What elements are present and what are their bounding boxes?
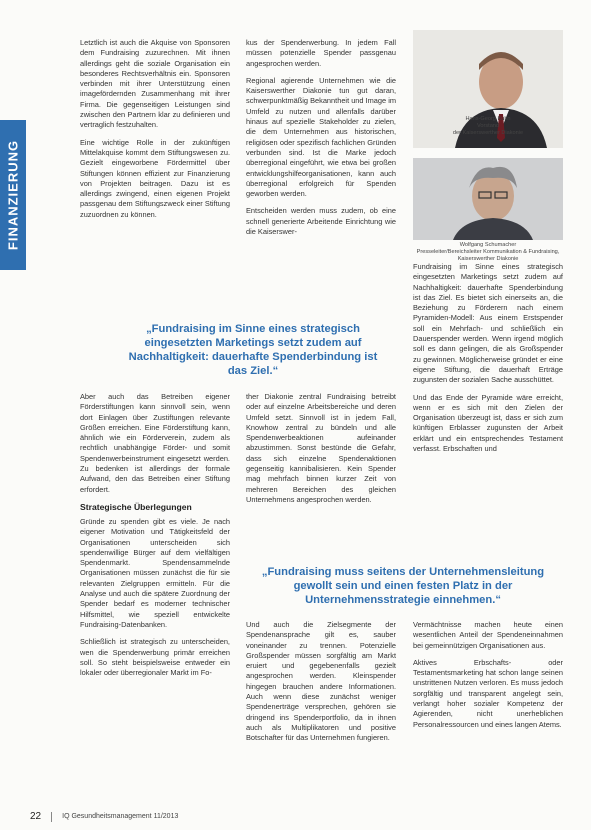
section-label: FINANZIERUNG [5, 139, 21, 251]
portrait-caption-2 [413, 242, 563, 264]
paragraph: Entscheiden werden muss zudem, ob eine schnell generierte Arbeitende Einrichtung wie die Kaiserswer- [246, 206, 396, 237]
paragraph: Fundraising im Sinne eines strategisch eingesetzten Marketings setzt zudem auf Nachhaltigkeit: dauerhafte Spenderbindung ist das Ziel. Es bietet sich einerseits an, die Beziehung zu Förderern nach einem Pyramiden-Modell: Aus einem Erstspender soll ein Mehrfach- und schließlich ein Dauerspender werden. Wenn irgend möglich soll es dann gelingen, die als Großspender zu gewinnen. Möglicherweise gründet er eine eigene Stiftung, die dauerhaft Erträge zugunsten der sozialen Sache ausschüttet. [413, 262, 563, 385]
paragraph: Letztlich ist auch die Akquise von Sponsoren dem Fundraising zuzurechnen. Mit ihnen allerdings geht die soziale Organisation ein besonderes Rechtsverhältnis ein. Sponsoren verbinden mit ihrer Unterstützung einen imagefördernden Zusammenhang mit ihrer Firma. Die gegenseitigen Leistungen sind zwischen den Partnern klar zu definieren und vertraglich festzuhalten. [80, 38, 230, 130]
paragraph: Und auch die Zielsegmente der Spendenansprache gilt es, sauber voneinander zu trennen. Potenzielle Großspender müssen sorgfältig am Markt eruiert und gegebenenfalls gezielt angesprochen werden. Kleinspender hingegen brauchen andere Informationen. Auch wenn diese zunächst weniger Spendenerträge versprechen, gehören sie dringend ins Spenderportfolio, da in ihnen auch als Multiplikatoren und positive Botschafter für das Unternehmen fungieren. [246, 620, 396, 743]
pull-quote-1: „Fundraising im Sinne eines strategisch eingesetzten Marketings setzt zudem auf Nachhaltigkeit: dauerhafte Spenderbindung ist das Ziel.“ [128, 323, 378, 377]
portrait-2-image [413, 158, 563, 240]
paragraph: Vermächtnisse machen heute einen wesentlichen Anteil der Spendeneinnahmen bei gemeinnützigen Organisationen aus. [413, 620, 563, 650]
column-3-bottom [413, 620, 563, 737]
portrait-photo-2 [413, 158, 563, 240]
column-3-top [413, 262, 563, 461]
paragraph: Aber auch das Betreiben eigener Förderstiftungen kann sinnvoll sein, wenn dort Einlagen über Zustiftungen relevante Größen erreichen. Eine Förderstiftung kann, ähnlich wie ein Förderverein, zudem als rechtlich unabhängige Förder- und somit Spendenwerbeinstrument eingesetzt werden. Zu bedenken ist allerdings der formale Aufwand, den das Betreiben einer Stiftung erfordert. [80, 392, 230, 494]
column-1-bottom [80, 392, 230, 685]
column-1-top [80, 38, 230, 227]
paragraph: Und das Ende der Pyramide wäre erreicht, wenn er es sich mit den Zielen der Organisation überzeugt ist, dass er sich zum künftigen Erblasser zugunsten der Arbeit erklärt und ein entsprechendes Testament verfasst. Erbschaften und [413, 392, 563, 454]
caption-org: der Kaiserswerther Diakonie [452, 130, 524, 137]
paragraph: Gründe zu spenden gibt es viele. Je nach eigener Motivation und Tätigkeitsfeld der Organisationen unterscheiden sich spendenwillige Bürger auf dem vielfältigen Spendenmarkt. Spendensammelnde Organisationen müssen zunächst die für sie relevanten Zielgruppen ermitteln. Für die Analyse und auch die spätere Zuordnung der Spender bedarf es moderner technischer Hilfsmittel, wie speziell entwickelte Fundraising-Datenbanken. [80, 516, 230, 629]
portrait-caption-1 [413, 116, 563, 138]
paragraph: ther Diakonie zentral Fundraising betreibt oder auf einzelne Arbeitsbereiche und deren Umfeld setzt. Sinnvoll ist in jedem Fall, Knowhow zentral zu bündeln und alle Spendenwerbeaktionen aufeinander abzustimmen. Sonst bestünde die Gefahr, dass sich einzelne Spendenaktionen gegenseitig kannibalisieren. Kein Spender mag mehrfach binnen kurzer Zeit von mehreren Bereichen des gleichen Unternehmens angesprochen werden. [246, 392, 396, 504]
paragraph: kus der Spenderwerbung. In jedem Fall müssen potenzielle Spender passgenau angesprochen werden. [246, 38, 396, 68]
paragraph: Schließlich ist strategisch zu unterscheiden, wen die Spenderwerbung primär erreichen soll. So steht beispielsweise entweder ein lokaler oder überregionaler Markt im Fo- [80, 637, 230, 678]
paragraph: Eine wichtige Rolle in der zukünftigen Mittelakquise kommt dem Stiftungswesen zu. Gezielt eingeworbene Fördermittel über Stiftungen können effizient zur Finanzierung von Projekten beitragen. Dazu ist es allerdings zwingend, einen eigenen Projekt passgenau dem Stiftungszweck einer Stiftung zuzuordnen zu können. [80, 137, 230, 219]
paragraph: Aktives Erbschafts- oder Testamentsmarketing hat schon lange seinen unstrittenen Nutzen verloren. Es muss jedoch sorgfältig und transparent angelegt sein, verlangt hoher sozialer Kompetenz der Agierenden, nicht unerheblichen Personalressourcen und eines langen Atems. [413, 657, 563, 729]
caption-name: Wolfgang Schumacher [459, 242, 517, 248]
publication-name: IQ Gesundheitsmanagement 11/2013 [62, 813, 179, 820]
page-footer [30, 811, 178, 822]
caption-role: Vorstand [476, 123, 500, 130]
caption-role: Presseleiter/Bereichsleiter Kommunikation & Fundraising, Kaiserswerther Diakonie [416, 249, 560, 263]
caption-name: Hans-Georg Kuhn [465, 116, 511, 122]
column-2-middle [246, 392, 396, 512]
paragraph: Regional agierende Unternehmen wie die Kaiserswerther Diakonie tun gut daran, schwerpunktmäßig Bekanntheit und Image im Umfeld zu nutzen und allenfalls darüber hinaus auf spezielle Stakeholder zu zielen, die dem Unternehmen aus historischen, religiösen oder spezifisch fachlichen Gründen verbunden sind. Ist die Marke jedoch überregional eingeführt, wie etwa bei großen entwicklungshilfeorganisationen, kann auch überregional erfolgreich für Spenden geworben werden. [246, 75, 396, 199]
column-2-top [246, 38, 396, 244]
page-number: 22 [30, 811, 42, 822]
column-2-bottom [246, 620, 396, 751]
footer-divider [51, 812, 52, 822]
section-heading: Strategische Überlegungen [80, 501, 192, 512]
pull-quote-2: „Fundraising muss seitens der Unternehmensleitung gewollt sein und einen festen Platz in der Unternehmensstrategie einnehmen.“ [261, 566, 545, 606]
